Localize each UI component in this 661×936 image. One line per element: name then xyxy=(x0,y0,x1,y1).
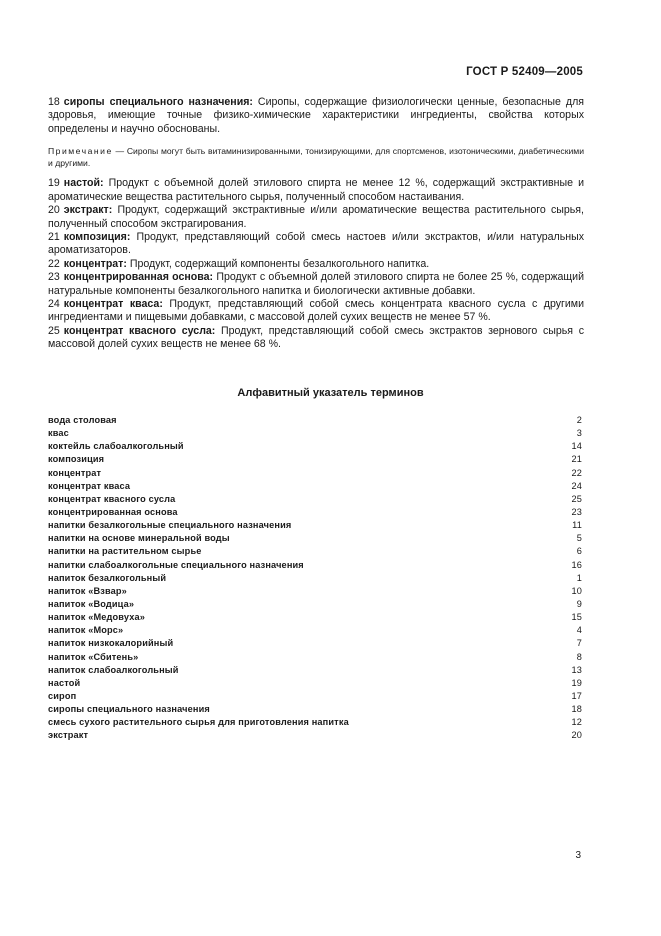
definition-number: 18 xyxy=(48,96,60,108)
index-term: сиропы специального назначения xyxy=(48,704,210,715)
definition-text: Продукт, представляющий собой смесь настоев и/или экстрактов, и/или натуральных ароматизаторов. xyxy=(48,231,584,257)
index-term: напитки на растительном сырье xyxy=(48,546,202,557)
index-page: 21 xyxy=(571,454,582,465)
index-term: напиток «Морс» xyxy=(48,625,124,636)
definition-23 xyxy=(48,271,584,298)
definition-term: концентрированная основа: xyxy=(63,271,214,284)
definition-text: Продукт с объемной долей этилового спирта не менее 12 %, содержащий экстрактивные и ароматические вещества растительного сырья, полученный способом настаивания. xyxy=(48,177,584,203)
index-term: концентрат кваса xyxy=(48,480,131,491)
definition-text: Продукт, содержащий компоненты безалкогольного напитка. xyxy=(126,257,430,270)
definition-term: композиция: xyxy=(63,231,131,244)
index-term: напиток «Водица» xyxy=(48,598,135,609)
index-row xyxy=(48,664,582,677)
definition-19 xyxy=(48,177,584,204)
definitions-section xyxy=(48,96,584,352)
index-page: 25 xyxy=(571,493,582,504)
index-page: 1 xyxy=(576,572,582,583)
index-term: напиток безалкогольный xyxy=(48,572,167,583)
index-row xyxy=(48,480,582,493)
definition-22 xyxy=(48,258,584,271)
index-term: вода столовая xyxy=(48,415,117,425)
definition-number: 23 xyxy=(48,271,60,284)
index-term: напитки безалкогольные специального назначения xyxy=(48,520,292,531)
index-row xyxy=(48,453,582,466)
index-row xyxy=(48,440,582,453)
definition-term: концентрат квасного сусла: xyxy=(63,324,216,337)
index-term: напиток «Сбитень» xyxy=(48,651,139,662)
definition-text: Продукт, представляющий собой смесь концентрата квасного сусла с другими ингредиентами и пищевыми добавками, с массовой долей сухих веществ не менее 57 %. xyxy=(48,298,584,324)
index-page: 15 xyxy=(571,612,582,623)
definition-24 xyxy=(48,298,584,325)
index-page: 2 xyxy=(576,415,582,425)
definition-number: 21 xyxy=(48,231,60,244)
index-page: 19 xyxy=(571,677,582,688)
index-row xyxy=(48,532,582,545)
index-page: 17 xyxy=(571,690,582,701)
definition-term: экстракт: xyxy=(63,204,113,217)
definition-20 xyxy=(48,204,584,231)
index-page: 22 xyxy=(571,467,582,478)
index-page: 7 xyxy=(576,638,582,649)
definition-25 xyxy=(48,325,584,352)
page-number: 3 xyxy=(575,850,581,861)
index-title: Алфавитный указатель терминов xyxy=(237,387,424,399)
definition-text: Продукт с объемной долей этилового спирта не более 25 %, содержащий натуральные компоненты безалкогольного напитка и биологически активные добавки. xyxy=(48,271,584,297)
index-page: 11 xyxy=(572,520,582,531)
index-list xyxy=(48,414,582,743)
index-row xyxy=(48,690,582,703)
index-term: сироп xyxy=(48,690,77,701)
index-page: 23 xyxy=(571,506,582,517)
index-term: напиток слабоалкогольный xyxy=(48,664,179,675)
index-row xyxy=(48,716,582,729)
index-term: напитки слабоалкогольные специального назначения xyxy=(48,559,304,570)
definition-text: Сиропы, содержащие физиологически ценные, безопасные для здоровья, имеющие точные физико-химические характеристики ингредиенты, свойства которых определены и научно обоснованы. xyxy=(48,96,584,135)
index-term: коктейль слабоалкогольный xyxy=(48,441,184,452)
definition-term: настой: xyxy=(63,177,104,190)
index-row xyxy=(48,572,582,585)
index-page: 20 xyxy=(571,730,582,741)
index-term: концентрированная основа xyxy=(48,506,178,517)
index-row xyxy=(48,559,582,572)
index-row xyxy=(48,637,582,650)
index-term: смесь сухого растительного сырья для приготовления напитка xyxy=(48,717,349,728)
index-row xyxy=(48,729,582,742)
index-row xyxy=(48,611,582,624)
index-page: 5 xyxy=(576,533,582,544)
index-term: напитки на основе минеральной воды xyxy=(48,533,230,544)
definition-18 xyxy=(48,96,584,136)
index-term: напиток низкокалорийный xyxy=(48,638,174,649)
index-term: композиция xyxy=(48,454,105,465)
index-page: 3 xyxy=(576,428,582,439)
index-page: 12 xyxy=(571,717,582,728)
definition-term: концентрат: xyxy=(63,257,127,270)
index-row xyxy=(48,598,582,611)
index-page: 8 xyxy=(576,651,582,662)
index-row xyxy=(48,427,582,440)
index-term: настой xyxy=(48,677,81,688)
index-row xyxy=(48,585,582,598)
index-term: квас xyxy=(48,428,69,439)
index-term: напиток «Взвар» xyxy=(48,585,127,596)
index-page: 18 xyxy=(571,704,582,715)
note xyxy=(48,146,584,169)
index-page: 16 xyxy=(571,559,582,570)
index-row xyxy=(48,506,582,519)
index-page: 10 xyxy=(571,585,582,596)
index-row xyxy=(48,624,582,637)
index-page: 4 xyxy=(576,625,582,636)
index-row xyxy=(48,651,582,664)
definition-term: сиропы специального назначения: xyxy=(63,96,253,108)
definition-text: Продукт, представляющий собой смесь экстрактов зернового сырья с массовой долей сухих веществ не менее 68 %. xyxy=(48,324,584,351)
index-term: напиток «Медовуха» xyxy=(48,612,145,623)
index-row xyxy=(48,519,582,532)
definition-number: 20 xyxy=(48,204,60,217)
definition-21 xyxy=(48,231,584,258)
index-page: 14 xyxy=(571,441,582,452)
index-term: концентрат квасного сусла xyxy=(48,493,176,504)
definition-term: концентрат кваса: xyxy=(63,298,163,311)
index-row xyxy=(48,493,582,506)
definition-number: 19 xyxy=(48,177,60,190)
document-header: ГОСТ Р 52409—2005 xyxy=(466,66,583,78)
index-page: 6 xyxy=(576,546,582,557)
index-row xyxy=(48,703,582,716)
index-term: экстракт xyxy=(48,730,89,741)
index-row xyxy=(48,545,582,558)
index-row xyxy=(48,467,582,480)
index-page: 9 xyxy=(576,598,582,609)
definition-number: 25 xyxy=(48,324,60,337)
definition-text: Продукт, содержащий экстрактивные и/или ароматические вещества растительного сырья, полученный способом экстрагирования. xyxy=(48,204,584,230)
note-text: — Сиропы могут быть витаминизированными, тонизирующими, для спортсменов, изотоническими, диабетическими и другими. xyxy=(48,146,584,168)
index-row xyxy=(48,414,582,427)
note-label: Примечание xyxy=(48,146,113,157)
index-page: 24 xyxy=(571,480,582,491)
index-row xyxy=(48,677,582,690)
index-term: концентрат xyxy=(48,467,102,478)
definition-number: 22 xyxy=(48,257,60,270)
definition-number: 24 xyxy=(48,298,60,311)
index-page: 13 xyxy=(571,664,582,675)
